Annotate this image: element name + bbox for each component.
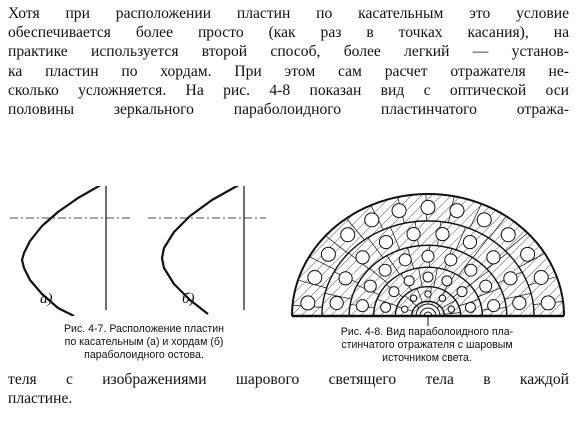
- figure-4-8-reflector-half-view: [290, 188, 566, 326]
- light-source-image: [423, 272, 433, 282]
- light-source-image: [477, 213, 491, 227]
- light-source-image: [488, 300, 500, 312]
- light-source-image: [379, 264, 391, 276]
- tangent-plates-profile: [22, 186, 106, 316]
- caption-figure-4-8: [292, 326, 562, 364]
- next-line-cut-off: [8, 420, 569, 433]
- light-source-image: [410, 295, 416, 301]
- light-source-image: [450, 204, 464, 218]
- light-source-image: [513, 296, 526, 309]
- light-source-image: [404, 276, 414, 286]
- chord-plates-profile: [162, 186, 244, 314]
- paragraph-top: [8, 4, 569, 119]
- light-source-image: [439, 295, 445, 301]
- caption-line: параболоидного остова.: [84, 348, 204, 361]
- light-source-image: [402, 306, 408, 312]
- figure-label-b: б): [182, 291, 195, 307]
- light-source-image: [541, 296, 555, 310]
- light-source-image: [501, 228, 515, 242]
- light-source-image: [534, 270, 548, 284]
- text-line: ка пластин по хордам. При этом сам расчет отражателя не-: [8, 62, 569, 80]
- light-source-image: [445, 254, 457, 266]
- caption-line: стинчатого отражателя с шаровым: [341, 338, 513, 351]
- light-source-image: [407, 227, 420, 240]
- light-source-image: [330, 296, 343, 309]
- light-source-image: [504, 272, 517, 285]
- text-line: Хотя при расположении пластин по касательным это условие: [8, 5, 569, 22]
- light-source-image: [463, 235, 476, 248]
- light-source-image: [321, 247, 335, 261]
- figure-4-7a-tangent-plates: [8, 186, 130, 316]
- caption-line: источником света.: [382, 351, 472, 364]
- text-line: сколько усложняется. На рис. 4-8 показан вид с оптической оси: [8, 81, 569, 99]
- light-source-image: [364, 280, 376, 292]
- caption-line: Рис. 4-8. Вид параболоидного пла-: [340, 326, 514, 338]
- light-source-image: [341, 228, 355, 242]
- light-source-image: [339, 272, 352, 285]
- light-source-image: [465, 302, 475, 312]
- light-source-image: [365, 213, 379, 227]
- light-source-image: [465, 264, 477, 276]
- text-line: пластине.: [8, 390, 73, 408]
- light-source-image: [480, 280, 492, 292]
- light-source-image: [389, 287, 399, 297]
- light-source-image: [521, 247, 535, 261]
- light-source-image: [356, 300, 368, 312]
- light-source-image: [448, 306, 454, 312]
- text-line: теля с изображениями шарового светящего тела в каждой: [8, 371, 569, 388]
- caption-line: Рис. 4-7. Расположение пластин: [63, 323, 225, 335]
- light-source-image: [457, 287, 467, 297]
- light-source-image: [421, 200, 435, 214]
- light-source-image: [425, 291, 431, 297]
- paragraph-bottom: [8, 370, 569, 408]
- light-source-image: [392, 204, 406, 218]
- light-source-image: [308, 270, 322, 284]
- caption-line: по касательным (а) и хордам (б): [64, 335, 224, 348]
- light-source-image: [422, 250, 434, 262]
- light-source-image: [356, 251, 369, 264]
- caption-figure-4-7: [8, 323, 280, 361]
- light-source-image: [436, 227, 449, 240]
- light-source-image: [399, 254, 411, 266]
- light-source-image: [301, 296, 315, 310]
- light-source-image: [379, 235, 392, 248]
- figure-4-7b-chord-plates: [146, 186, 266, 316]
- light-source-image: [381, 302, 391, 312]
- text-line: половины зеркального параболоидного пластинчатого отража-: [8, 101, 569, 119]
- text-line: практике используется второй способ, более легкий — установ-: [8, 43, 569, 61]
- text-line: обеспечивается более просто (как раз в точках касания), на: [8, 24, 569, 42]
- light-source-image: [442, 276, 452, 286]
- light-source-image: [487, 251, 500, 264]
- figure-label-a: а): [40, 291, 53, 307]
